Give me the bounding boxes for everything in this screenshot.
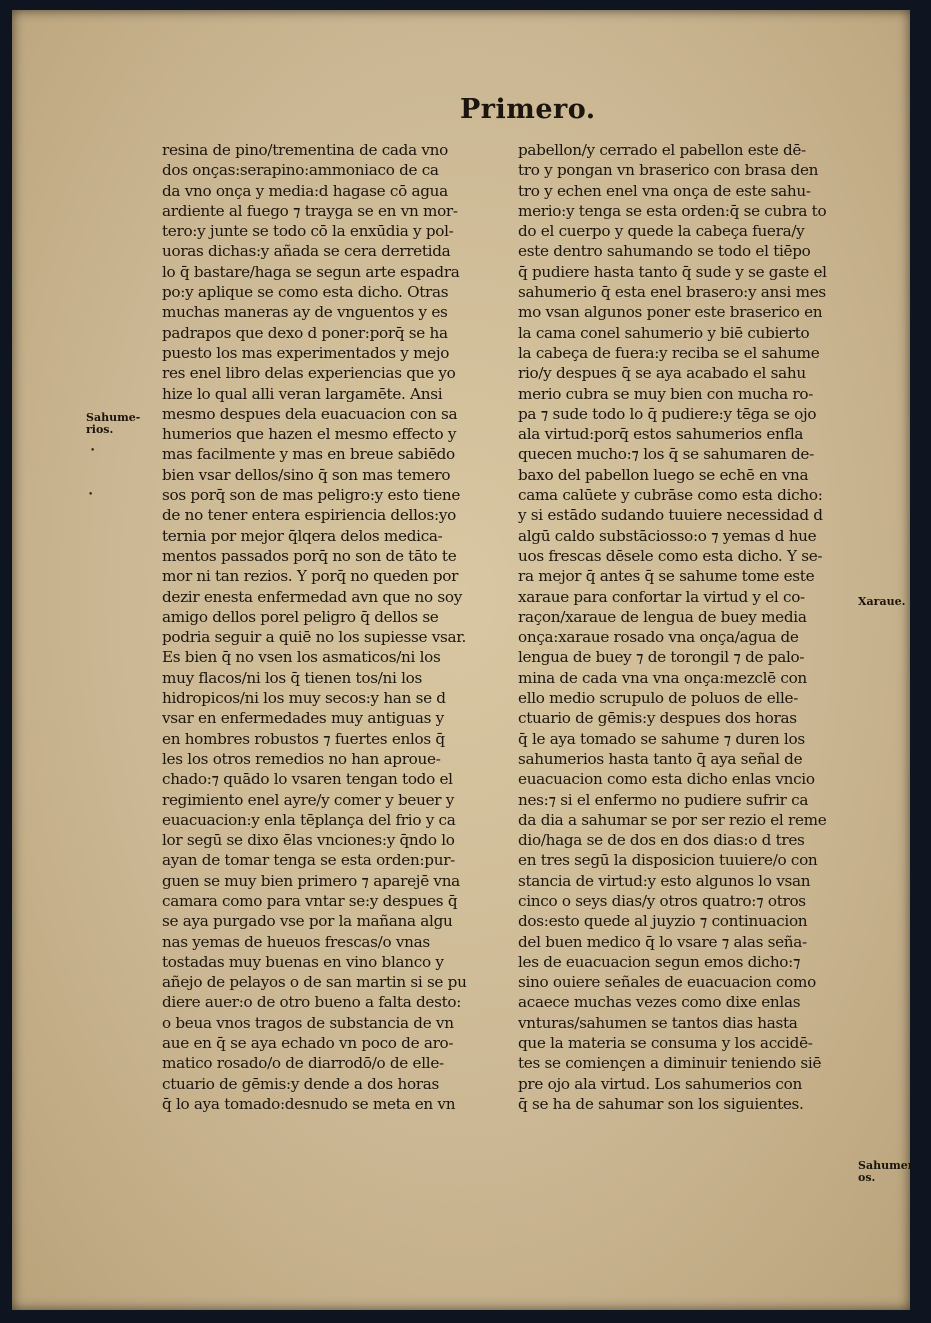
text-line: lo q̄ bastare/haga se segun arte espadra bbox=[162, 262, 460, 281]
text-line: este dentro sahumando se todo el tiēpo bbox=[518, 242, 811, 261]
text-line: tro y echen enel vna onça de este sahu- bbox=[518, 181, 811, 200]
text-line: lor segū se dixo ēlas vnciones:y q̄ndo lo bbox=[162, 831, 455, 850]
text-line: do el cuerpo y quede la cabeça fuera/y bbox=[518, 222, 805, 241]
text-line: hidropicos/ni los muy secos:y han se d bbox=[162, 689, 446, 708]
margin-note-line: Sahumeri bbox=[858, 1159, 918, 1172]
text-line: y si estādo sudando tuuiere necessidad d bbox=[518, 506, 823, 525]
text-line: sahumerios hasta tanto q̄ aya señal de bbox=[518, 749, 803, 768]
text-line: cama calūete y cubrāse como esta dicho: bbox=[518, 486, 823, 505]
text-line: hize lo qual alli veran largamēte. Ansi bbox=[162, 384, 443, 403]
text-line: sos porq̄ son de mas peligro:y esto tiene bbox=[162, 486, 461, 505]
margin-note-line: os. bbox=[858, 1171, 876, 1184]
text-line: stancia de virtud:y esto algunos lo vsan bbox=[518, 871, 811, 890]
text-line: regimiento enel ayre/y comer y beuer y bbox=[162, 790, 455, 809]
text-line: ternia por mejor q̄lqera delos medica- bbox=[162, 526, 443, 545]
text-line: la cabeça de fuera:y reciba se el sahume bbox=[518, 343, 820, 362]
text-line: res enel libro delas experiencias que yo bbox=[162, 364, 456, 383]
margin-note-line: rios. bbox=[86, 423, 114, 436]
left-text-column bbox=[162, 140, 516, 1114]
margin-note-xaraue bbox=[858, 596, 905, 608]
text-line: de no tener entera espiriencia dellos:yo bbox=[162, 506, 456, 525]
text-line: ello medio scrupulo de poluos de elle- bbox=[518, 689, 799, 708]
text-line: uos frescas dēsele como esta dicho. Y se- bbox=[518, 546, 823, 565]
text-line: ala virtud:porq̄ estos sahumerios enfla bbox=[518, 425, 804, 444]
text-line: merio cubra se muy bien con mucha ro- bbox=[518, 384, 814, 403]
ink-speck: • bbox=[90, 446, 96, 456]
text-line: del buen medico q̄ lo vsare ⁊ alas seña- bbox=[518, 932, 807, 951]
text-line: bien vsar dellos/sino q̄ son mas temero bbox=[162, 465, 451, 484]
text-line: sahumerio q̄ esta enel brasero:y ansi mes bbox=[518, 283, 826, 302]
text-line: guen se muy bien primero ⁊ aparejē vna bbox=[162, 871, 460, 890]
text-line: mo vsan algunos poner este braserico en bbox=[518, 303, 823, 322]
text-line: humerios que hazen el mesmo effecto y bbox=[162, 425, 457, 444]
text-line: onça:xaraue rosado vna onça/agua de bbox=[518, 628, 799, 647]
text-line: quecen mucho:⁊ los q̄ se sahumaren de- bbox=[518, 445, 814, 464]
text-line: camara como para vntar se:y despues q̄ bbox=[162, 891, 458, 910]
margin-note-line: Sahume- bbox=[86, 411, 141, 424]
text-line: mas facilmente y mas en breue sabiēdo bbox=[162, 445, 455, 464]
text-line: rio/y despues q̄ se aya acabado el sahu bbox=[518, 364, 806, 383]
text-line: muy flacos/ni los q̄ tienen tos/ni los bbox=[162, 668, 422, 687]
text-line: dos onças:serapino:ammoniaco de ca bbox=[162, 161, 439, 180]
book-page bbox=[12, 10, 918, 1310]
text-line: les los otros remedios no han aproue- bbox=[162, 749, 441, 768]
text-line: chado:⁊ quādo lo vsaren tengan todo el bbox=[162, 770, 453, 789]
text-line: euacuacion como esta dicho enlas vncio bbox=[518, 770, 815, 789]
text-line: merio:y tenga se esta orden:q̄ se cubra to bbox=[518, 201, 827, 220]
text-line: da vno onça y media:d hagase cō agua bbox=[162, 181, 448, 200]
ink-speck: • bbox=[88, 490, 94, 500]
text-line: mina de cada vna vna onça:mezclē con bbox=[518, 668, 807, 687]
text-line: tostadas muy buenas en vino blanco y bbox=[162, 952, 444, 971]
text-line: la cama conel sahumerio y biē cubierto bbox=[518, 323, 810, 342]
text-line: o beua vnos tragos de substancia de vn bbox=[162, 1013, 454, 1032]
text-line: añejo de pelayos o de san martin si se pu bbox=[162, 973, 467, 992]
text-line: acaece muchas vezes como dixe enlas bbox=[518, 993, 801, 1012]
text-line: en tres segū la disposicion tuuiere/o con bbox=[518, 851, 818, 870]
text-line: muchas maneras ay de vnguentos y es bbox=[162, 303, 448, 322]
text-line: les de euacuacion segun emos dicho:⁊ bbox=[518, 952, 801, 971]
text-line: q̄ pudiere hasta tanto q̄ sude y se gaste el bbox=[518, 262, 827, 281]
text-line: mentos passados porq̄ no son de tāto te bbox=[162, 546, 457, 565]
text-line: padrapos que dexo d poner:porq̄ se ha bbox=[162, 323, 448, 342]
text-line: nas yemas de hueuos frescas/o vnas bbox=[162, 932, 430, 951]
text-line: ardiente al fuego ⁊ trayga se en vn mor- bbox=[162, 201, 458, 220]
margin-note-line: Xaraue. bbox=[858, 595, 906, 608]
text-line: euacuacion:y enla tēplança del frio y ca bbox=[162, 810, 456, 829]
text-line: mesmo despues dela euacuacion con sa bbox=[162, 404, 458, 423]
text-line: amigo dellos porel peligro q̄ dellos se bbox=[162, 607, 439, 626]
text-line: q̄ le aya tomado se sahume ⁊ duren los bbox=[518, 729, 805, 748]
text-line: que la materia se consuma y los accidē- bbox=[518, 1034, 813, 1053]
text-line: dos:esto quede al juyzio ⁊ continuacion bbox=[518, 912, 808, 931]
text-line: po:y aplique se como esta dicho. Otras bbox=[162, 283, 449, 302]
text-line: vsar en enfermedades muy antiguas y bbox=[162, 709, 444, 728]
margin-note-sahumerios-left bbox=[86, 412, 140, 436]
text-line: tro y pongan vn braserico con brasa den bbox=[518, 161, 819, 180]
text-line: ayan de tomar tenga se esta orden:pur- bbox=[162, 851, 455, 870]
text-line: lengua de buey ⁊ de torongil ⁊ de palo- bbox=[518, 648, 805, 667]
right-text-column bbox=[518, 140, 864, 1114]
text-line: aue en q̄ se aya echado vn poco de aro- bbox=[162, 1034, 454, 1053]
text-line: uoras dichas:y añada se cera derretida bbox=[162, 242, 451, 261]
text-line: vnturas/sahumen se tantos dias hasta bbox=[518, 1013, 798, 1032]
text-line: resina de pino/trementina de cada vno bbox=[162, 141, 448, 159]
text-line: pabellon/y cerrado el pabellon este dē- bbox=[518, 141, 806, 159]
text-line: xaraue para confortar la virtud y el co- bbox=[518, 587, 805, 606]
text-line: ra mejor q̄ antes q̄ se sahume tome este bbox=[518, 567, 815, 586]
text-line: podria seguir a quiē no los supiesse vsar. bbox=[162, 628, 467, 647]
text-line: baxo del pabellon luego se echē en vna bbox=[518, 465, 809, 484]
text-line: cinco o seys dias/y otros quatro:⁊ otros bbox=[518, 891, 806, 910]
text-line: puesto los mas experimentados y mejo bbox=[162, 343, 450, 362]
text-line: matico rosado/o de diarrodō/o de elle- bbox=[162, 1054, 444, 1073]
text-line: nes:⁊ si el enfermo no pudiere sufrir ca bbox=[518, 790, 809, 809]
text-line: da dia a sahumar se por ser rezio el reme bbox=[518, 810, 827, 829]
text-line: Es bien q̄ no vsen los asmaticos/ni los bbox=[162, 648, 441, 667]
text-line: q̄ se ha de sahumar son los siguientes. bbox=[518, 1094, 804, 1113]
text-line: ctuario de gēmis:y despues dos horas bbox=[518, 709, 797, 728]
text-line: q̄ lo aya tomado:desnudo se meta en vn bbox=[162, 1094, 456, 1113]
text-line: diere auer:o de otro bueno a falta desto: bbox=[162, 993, 462, 1012]
text-line: tes se comiençen a diminuir teniendo siē bbox=[518, 1054, 822, 1073]
running-head: Primero. bbox=[460, 94, 596, 125]
text-line: mor ni tan rezios. Y porq̄ no queden por bbox=[162, 567, 459, 586]
text-line: pa ⁊ sude todo lo q̄ pudiere:y tēga se ojo bbox=[518, 404, 817, 423]
text-line: raçon/xaraue de lengua de buey media bbox=[518, 607, 807, 626]
text-line: en hombres robustos ⁊ fuertes enlos q̄ bbox=[162, 729, 445, 748]
text-line: sino ouiere señales de euacuacion como bbox=[518, 973, 816, 992]
text-line: tero:y junte se todo cō la enxūdia y pol- bbox=[162, 222, 454, 241]
text-line: dio/haga se de dos en dos dias:o d tres bbox=[518, 831, 805, 850]
margin-note-sahumerios-right bbox=[858, 1160, 918, 1184]
text-line: pre ojo ala virtud. Los sahumerios con bbox=[518, 1074, 802, 1093]
text-line: algū caldo substāciosso:o ⁊ yemas d hue bbox=[518, 526, 817, 545]
text-line: dezir enesta enfermedad avn que no soy bbox=[162, 587, 462, 606]
text-line: se aya purgado vse por la mañana algu bbox=[162, 912, 453, 931]
text-line: ctuario de gēmis:y dende a dos horas bbox=[162, 1074, 439, 1093]
